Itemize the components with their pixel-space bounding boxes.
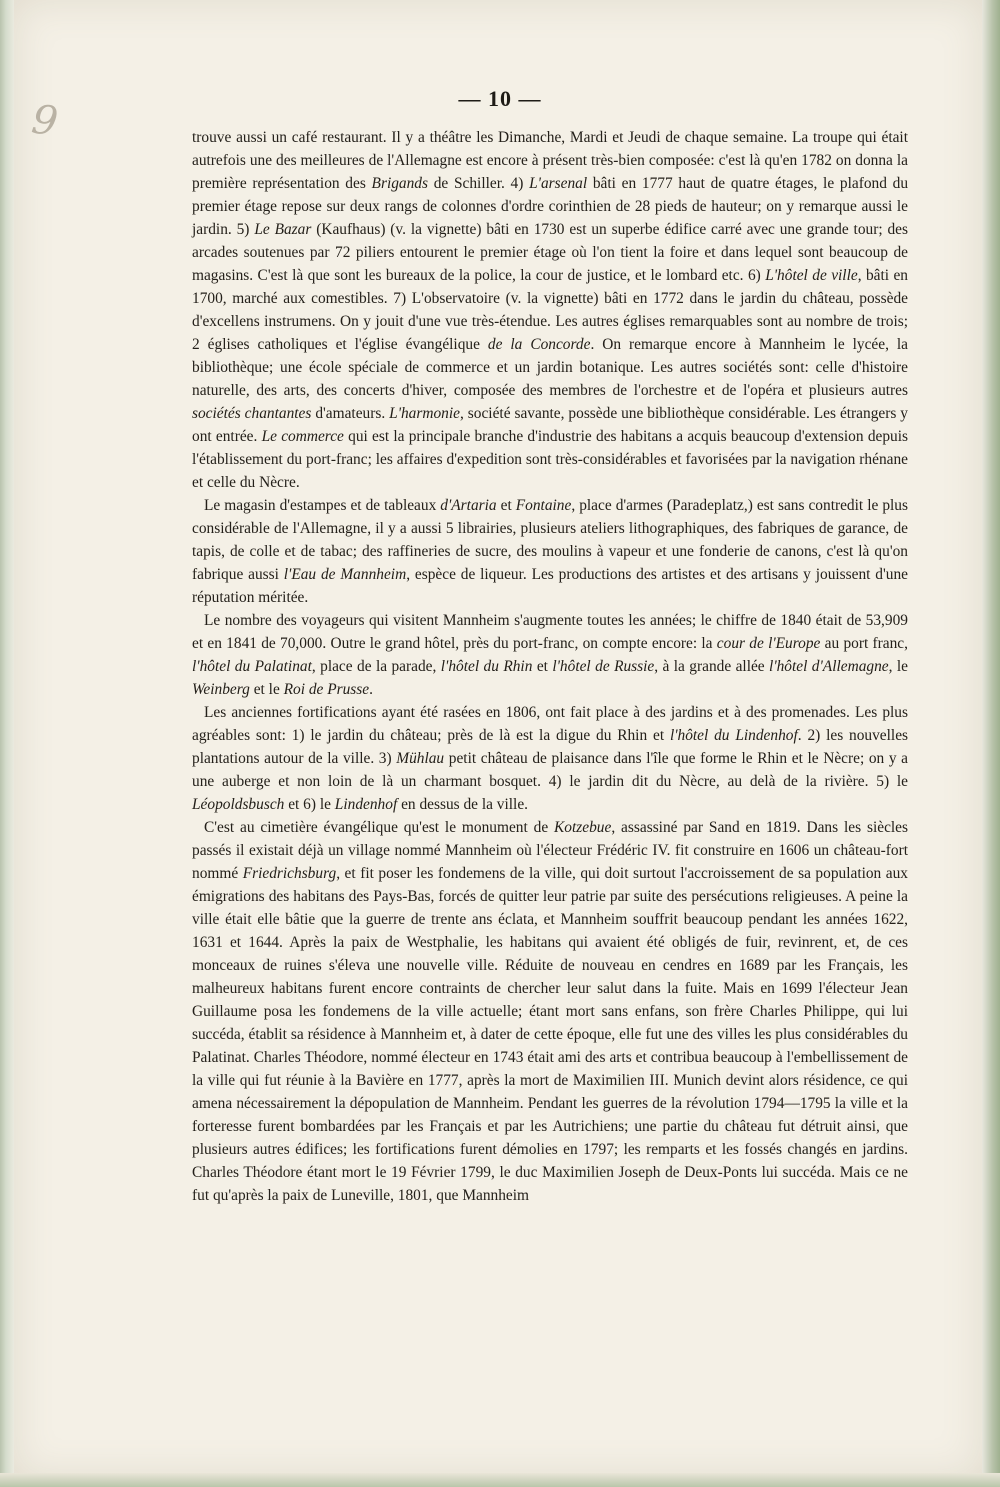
text-run: , à la grande allée	[654, 658, 770, 675]
text-run: , place d'armes (Paradeplatz,) est sans contredit le plus considérable de l'Allemagne, il y a aussi 5 librairies, plusieurs ateliers lithographiques, des fabriques de garance, de tapis, de colle et de tabac; des raffineries de sucre, des moulins à vapeur et une fonderie de canons, c'est là qu'on fabrique aussi	[192, 497, 908, 583]
paragraph	[192, 816, 908, 1207]
text-run: , bâti en 1700, marché aux comestibles. 7) L'observatoire (v. la vignette) bâti en 1772 dans le jardin du château, possède d'excellens instrumens. On y jouit d'une vue très-étendue. Les autres églises remarquables sont au nombre de trois; 2 églises catholiques et l'église évangélique	[192, 267, 909, 353]
text-run: , le	[888, 658, 908, 675]
text-run: .	[369, 681, 373, 698]
italic-text: Friedrichsburg	[242, 865, 337, 882]
text-run: trouve aussi un café restaurant. Il y a théâtre les Dimanche, Mardi et Jeudi de chaque semaine. La troupe qui était autrefois une des meilleures de l'Allemagne est encore à présent très-bien composée: c'est là qu'en 1782 on donna la première représentation des	[192, 129, 908, 192]
text-run: petit château de plaisance dans l'île que forme le Rhin et le Nècre; on y a une auberge et non loin de là un charmant bosquet. 4) le jardin dit du Nècre, au delà de la rivière. 5) le	[192, 750, 908, 790]
text-run: qui est la principale branche d'industrie des habitans a acquis beaucoup d'extension depuis l'établissement du port-franc; les affaires d'expedition sont très-considérables et favorisées par la navigation rhénane et celle du Nècre.	[192, 428, 908, 491]
italic-text: L'arsenal	[529, 175, 588, 192]
text-run: , société savante, possède une bibliothèque considérable. Les étrangers y ont entrée.	[192, 405, 908, 445]
text-run: . 2) les nouvelles plantations autour de la ville. 3)	[192, 727, 909, 767]
italic-text: l'Eau de Mannheim	[283, 566, 407, 583]
italic-text: l'hôtel d'Allemagne	[769, 658, 889, 675]
text-run: , place de la parade,	[311, 658, 441, 675]
italic-text: l'hôtel du Lindenhof	[669, 727, 798, 744]
italic-text: Le commerce	[261, 428, 344, 445]
paragraph	[192, 609, 908, 701]
text-run: . On remarque encore à Mannheim le lycée, la bibliothèque; une école spéciale de commerce et un jardin botanique. Les autres sociétés sont: celle d'histoire naturelle, des arts, des concerts d'hiver, composée des membres de l'orchestre et de l'opéra et plusieurs autres	[192, 336, 908, 399]
text-run: Le magasin d'estampes et de tableaux	[204, 497, 441, 514]
italic-text: Weinberg	[192, 681, 250, 698]
text-run: au port franc,	[820, 635, 908, 652]
body-text	[192, 126, 908, 1207]
italic-text: sociétés chantantes	[192, 405, 312, 422]
italic-text: Brigands	[371, 175, 428, 192]
paragraph	[192, 494, 908, 609]
text-run: , espèce de liqueur. Les productions des artistes et des artisans y jouissent d'une réputation méritée.	[192, 566, 908, 606]
paragraph	[192, 126, 908, 494]
text-run: et le	[249, 681, 284, 698]
text-run: C'est au cimetière évangélique qu'est le monument de	[204, 819, 555, 836]
text-run: et 6) le	[284, 796, 335, 813]
text-run: , assassiné par Sand en 1819. Dans les siècles passés il existait déjà un village nommé Mannheim où l'électeur Frédéric IV. fit construire en 1606 un château-fort nommé	[192, 819, 908, 882]
text-run: d'amateurs.	[311, 405, 390, 422]
italic-text: cour de l'Europe	[716, 635, 821, 652]
italic-text: l'hôtel du Rhin	[440, 658, 533, 675]
cover-edge-bottom	[0, 1473, 1000, 1487]
italic-text: L'harmonie	[389, 405, 460, 422]
paragraph	[192, 701, 908, 816]
italic-text: Lindenhof	[334, 796, 398, 813]
italic-text: Kotzebue	[554, 819, 612, 836]
italic-text: Mühlau	[396, 750, 445, 767]
text-run: de Schiller. 4)	[427, 175, 530, 192]
cover-edge-right	[982, 0, 1000, 1487]
text-run: bâti en 1777 haut de quatre étages, le plafond du premier étage repose sur deux rangs de colonnes d'ordre corinthien de 28 pieds de hauteur; on y remarque aussi le jardin. 5)	[192, 175, 909, 238]
italic-text: l'hôtel de Russie	[552, 658, 655, 675]
page-number: — 10 —	[458, 86, 542, 111]
pencil-margin-mark: 9	[28, 96, 61, 146]
text-run: (Kaufhaus) (v. la vignette) bâti en 1730 est un superbe édifice carré avec une grande tour; des arcades soutenues par 72 piliers entourent le premier étage où l'on tient la foire et dans lequel sont beaucoup de magasins. C'est là que sont les bureaux de la police, la cour de justice, et le lombard etc. 6)	[192, 221, 909, 284]
italic-text: Le Bazar	[254, 221, 312, 238]
italic-text: d'Artaria	[440, 497, 497, 514]
text-run: et	[496, 497, 516, 514]
italic-text: L'hôtel de ville	[765, 267, 858, 284]
text-run: , et fit poser les fondemens de la ville, qui doit surtout l'accroissement de sa population aux émigrations des habitans des Pays-Bas, forcés de quitter leur patrie par suite des persécutions religieuses. A peine la ville était elle bâtie que la guerre de trente ans éclata, et Mannheim souffrit beaucoup pendant les années 1622, 1631 et 1644. Après la paix de Westphalie, les habitans qui avaient été obligés de fuir, revinrent, et, de ces monceaux de ruines s'éleva une nouvelle ville. Réduite de nouveau en cendres en 1689 par les Français, les malheureux habitans furent encore contraints de chercher leur salut dans la fuite. Mais en 1699 l'électeur Jean Guillaume posa les fondemens de la ville actuelle; étant mort sans enfans, son frère Charles Philippe, qui lui succéda, établit sa résidence à Mannheim et, à dater de cette époque, elle fut une des villes les plus considérables du Palatinat. Charles Théodore, nommé électeur en 1743 était ami des arts et contribua beaucoup à l'embellissement de la ville qui fut réunie à la Bavière en 1777, après la mort de Maximilien III. Munich devint alors résidence, ce qui amena nécessairement la dépopulation de Mannheim. Pendant les guerres de la révolution 1794—1795 la ville et la forteresse furent bombardées par les Français et par les Autrichiens; une partie du château fut détruit ainsi, que plusieurs autres édifices; les fortifications furent démolies en 1797; les remparts et les fossés changés en jardins. Charles Théodore étant mort le 19 Février 1799, le duc Maximilien Joseph de Deux-Ponts lui succéda. Mais ce ne fut qu'après la paix de Luneville, 1801, que Mannheim	[192, 865, 909, 1204]
italic-text: Fontaine	[515, 497, 572, 514]
text-run: et	[532, 658, 553, 675]
text-run: en dessus de la ville.	[397, 796, 529, 813]
text-run: Les anciennes fortifications ayant été rasées en 1806, ont fait place à des jardins et à des promenades. Les plus agréables sont: 1) le jardin du château; près de là est la digue du Rhin et	[192, 704, 908, 744]
italic-text: de la Concorde	[487, 336, 591, 353]
text-run: Le nombre des voyageurs qui visitent Mannheim s'augmente toutes les années; le chiffre de 1840 était de 53,909 et en 1841 de 70,000. Outre le grand hôtel, près du port-franc, on compte encore: la	[192, 612, 908, 652]
italic-text: Roi de Prusse	[283, 681, 370, 698]
italic-text: Léopoldsbusch	[192, 796, 285, 813]
italic-text: l'hôtel du Palatinat	[192, 658, 312, 675]
